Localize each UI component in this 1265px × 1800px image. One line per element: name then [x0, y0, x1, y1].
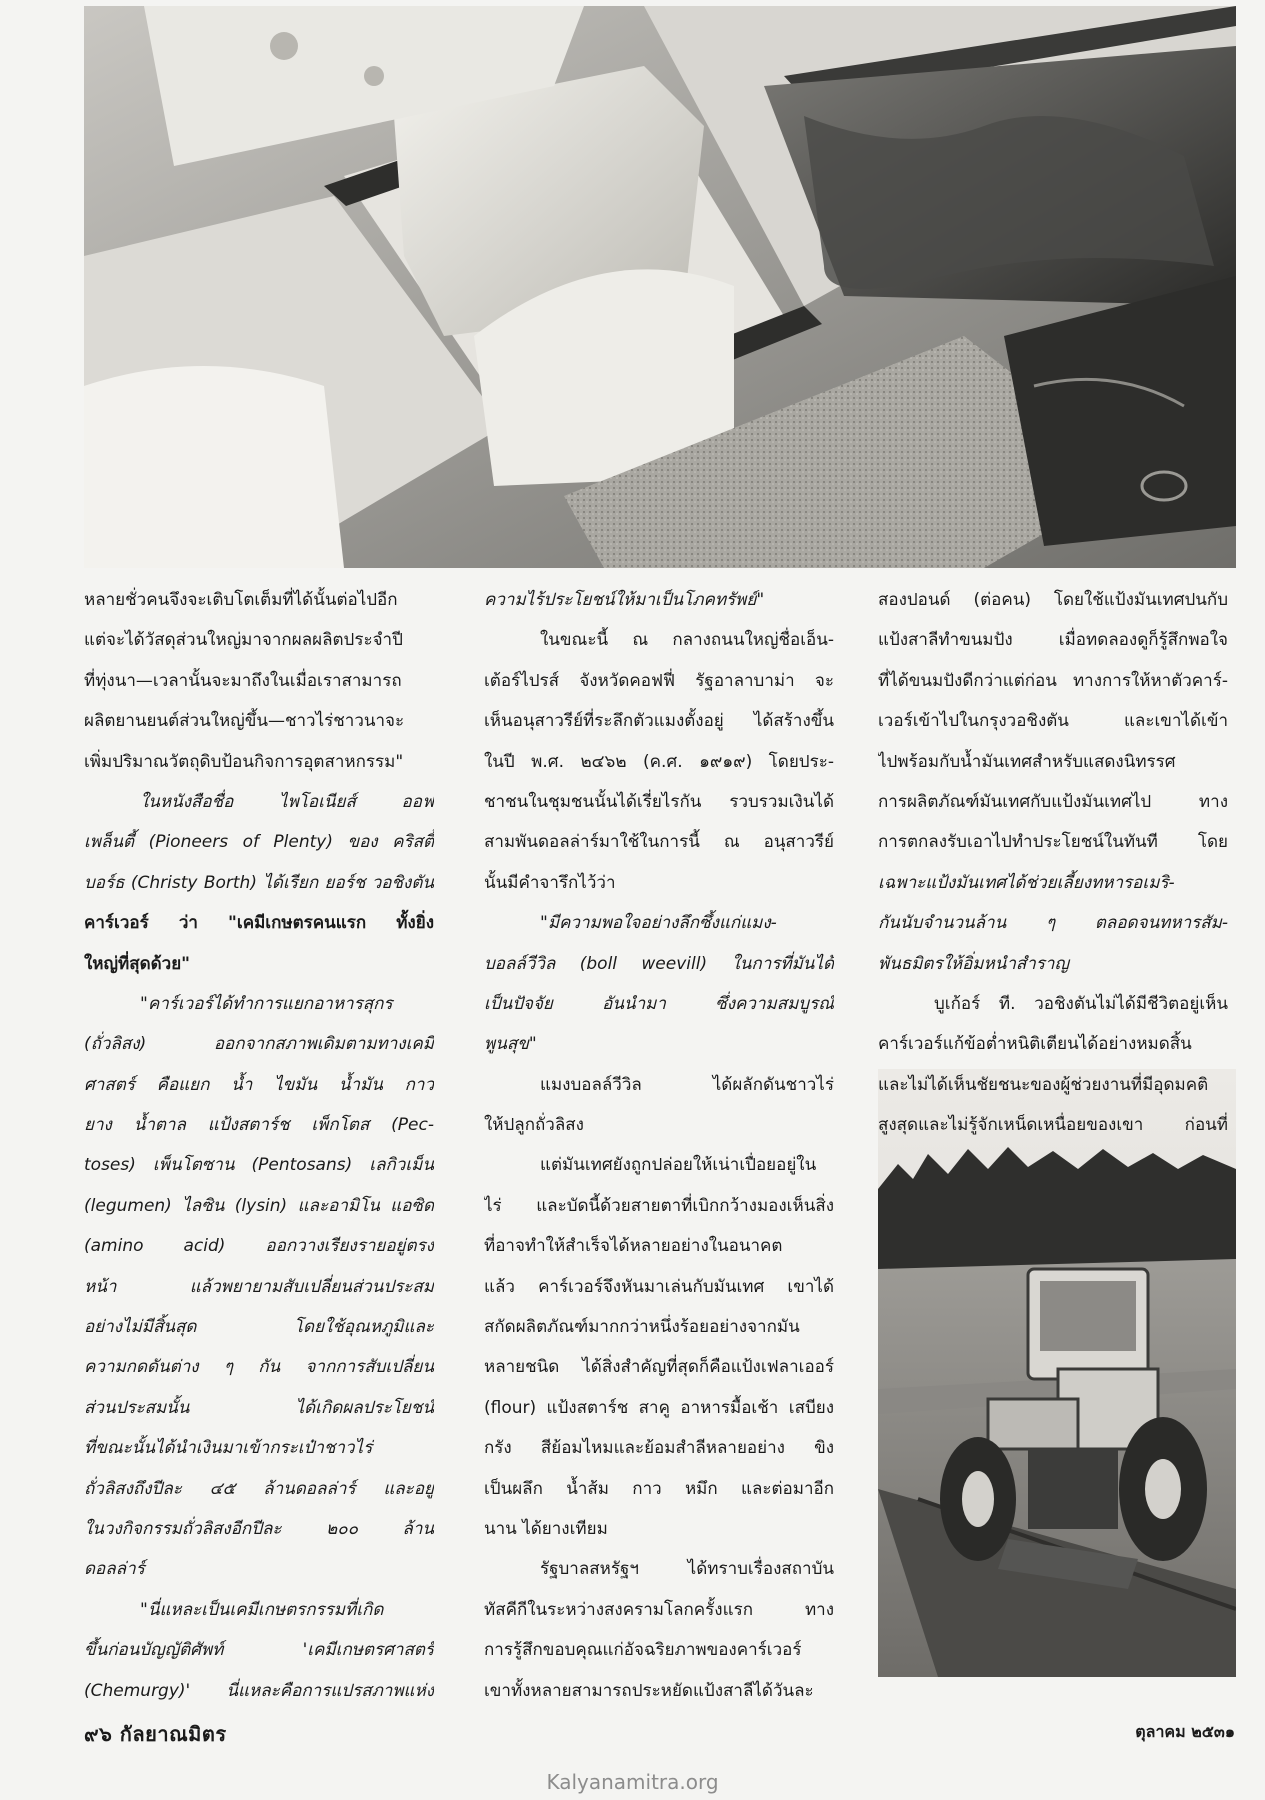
text-column-middle — [484, 580, 834, 1711]
text-line: ดอลล่าร์ — [84, 1559, 145, 1580]
text-line: พูนสุข" — [484, 1034, 537, 1055]
page-number-and-magazine-title: ๙๖ กัลยาณมิตร — [84, 1722, 227, 1746]
text-line: ความไร้ประโยชน์ให้มาเป็นโภคทรัพย์" — [484, 590, 765, 610]
text-line: ที่ได้ขนมปังดีกว่าแต่ก่อน ทางการให้หาตัวคาร์- — [878, 670, 1228, 691]
text-line: ในวงกิจกรรมถั่วลิสงอีกปีละ ๒๐๐ ล้าน — [84, 1518, 434, 1539]
tractor-photo — [878, 1069, 1236, 1677]
text-line: "คาร์เวอร์ได้ทำการแยกอาหารสุกร — [140, 993, 393, 1014]
text-line: เวอร์เข้าไปในกรุงวอชิงตัน และเขาได้เข้า — [878, 711, 1228, 732]
text-line: และไม่ได้เห็นชัยชนะของผู้ช่วยงานที่มีอุดมคติ — [878, 1074, 1209, 1095]
text-line: แล้ว คาร์เวอร์จึงหันมาเล่นกับมันเทศ เขาได้ — [484, 1276, 834, 1297]
text-line: สกัดผลิตภัณฑ์มากกว่าหนึ่งร้อยอย่างจากมัน — [484, 1317, 800, 1338]
text-line: คาร์เวอร์ ว่า "เคมีเกษตรคนแรก ทั้งยิ่ง — [84, 913, 434, 934]
text-line: การรู้สึกขอบคุณแก่อัจฉริยภาพของคาร์เวอร์ — [484, 1640, 802, 1661]
text-line: ในขณะนี้ ณ กลางถนนใหญ่ชื่อเอ็น- — [540, 630, 834, 651]
text-line: หลายชั่วคนจึงจะเติบโตเต็มที่ได้นั้นต่อไปอีก — [84, 590, 398, 610]
text-line: เต้อร์ไปรส์ จังหวัดคอฟฟี่ รัฐอาลาบาม่า จะ — [484, 670, 834, 691]
text-line: (legumen) ไลซิน (lysin) และอามิโน แอซิด — [84, 1195, 434, 1216]
text-line: ยาง น้ำตาล แป้งสตาร์ช เพ็กโตส (Pec- — [84, 1115, 434, 1136]
top-photo — [84, 6, 1236, 568]
text-line: "นี่แหละเป็นเคมีเกษตรกรรมที่เกิด — [140, 1599, 384, 1620]
text-line: เพล็นตี้ (Pioneers of Plenty) ของ คริสตี้ — [84, 832, 434, 853]
watermark: Kalyanamitra.org — [546, 1770, 719, 1794]
text-line: กรัง สีย้อมไหมและย้อมสำลีหลายอย่าง ขิง — [484, 1438, 834, 1459]
text-line: ศาสตร์ คือแยก น้ำ ไขมัน น้ำมัน กาว — [84, 1074, 434, 1095]
text-line: "มีความพอใจอย่างลึกซึ้งแก่แมง- — [540, 913, 777, 934]
text-line: แมงบอลล์วีวิล ได้ผลักดันชาวไร่ — [540, 1074, 834, 1095]
text-line: หลายชนิด ได้สิ่งสำคัญที่สุดก็คือแป้งเฟลาเออร์ — [484, 1357, 834, 1378]
text-line: นั้นมีคำจารึกไว้ว่า — [484, 872, 616, 893]
text-line: แต่จะได้วัสดุส่วนใหญ่มาจากผลผลิตประจำปี — [84, 630, 403, 651]
text-line: ที่ขณะนั้นได้นำเงินมาเข้ากระเป๋าชาวไร่ — [84, 1438, 373, 1459]
cheese-trays-image — [84, 6, 1236, 568]
text-line: เฉพาะแป้งมันเทศได้ช่วยเลี้ยงทหารอเมริ- — [878, 872, 1175, 893]
text-line: (Chemurgy)' นี่แหละคือการแปรสภาพแห่ง — [84, 1680, 434, 1701]
text-line: หน้า แล้วพยายามสับเปลี่ยนส่วนประสม — [84, 1276, 434, 1297]
text-line: ความกดดันต่าง ๆ กัน จากการสับเปลี่ยน — [84, 1357, 434, 1378]
text-line: สามพันดอลล่าร์มาใช้ในการนี้ ณ อนุสาวรีย์ — [484, 832, 834, 853]
text-line: การผลิตภัณฑ์มันเทศกับแป้งมันเทศไป ทาง — [878, 791, 1228, 812]
text-column-left — [84, 580, 434, 1711]
text-line: เขาทั้งหลายสามารถประหยัดแป้งสาลีได้วันละ — [484, 1680, 814, 1701]
text-line: ชาชนในชุมชนนั้นได้เรี่ยไรกัน รวบรวมเงินได้ — [484, 791, 834, 812]
text-column-right — [878, 580, 1228, 1145]
text-line: ผลิตยานยนต์ส่วนใหญ่ขึ้น—ชาวไร่ชาวนาจะ — [84, 711, 405, 732]
issue-date: ตุลาคม ๒๕๓๑ — [1135, 1722, 1235, 1741]
text-line: แป้งสาลีทำขนมปัง เมื่อทดลองดูก็รู้สึกพอใจ — [878, 630, 1228, 651]
text-line: พันธมิตรให้อิ่มหนำสำราญ — [878, 953, 1069, 974]
text-line: บอร์ธ (Christy Borth) ได้เรียก ยอร์ช วอชิงตัน — [84, 872, 434, 893]
text-line: รัฐบาลสหรัฐฯ ได้ทราบเรื่องสถาบัน — [540, 1559, 834, 1580]
text-line: ไปพร้อมกับน้ำมันเทศสำหรับแสดงนิทรรศ — [878, 751, 1176, 772]
text-line: คาร์เวอร์แก้ข้อต่ำหนิติเตียนได้อย่างหมดสิ้น — [878, 1034, 1192, 1055]
text-line: นาน ได้ยางเทียม — [484, 1518, 608, 1539]
text-line: สองปอนด์ (ต่อคน) โดยใช้แป้งมันเทศปนกับ — [878, 590, 1228, 610]
text-line: เป็นปัจจัย อันนำมา ซึ่งความสมบูรณ์ — [484, 993, 834, 1014]
text-line: toses) เพ็นโตซาน (Pentosans) เลกิวเม็น — [84, 1155, 434, 1176]
text-line: บอลล์วีวิล (boll weevill) ในการที่มันได้ — [484, 953, 834, 974]
text-line: เพิ่มปริมาณวัตถุดิบป้อนกิจการอุตสาหกรรม" — [84, 751, 404, 772]
text-line: ที่ทุ่งนา—เวลานั้นจะมาถึงในเมื่อเราสามารถ — [84, 670, 402, 691]
text-line: แต่มันเทศยังถูกปล่อยให้เน่าเปื่อยอยู่ใน — [540, 1155, 817, 1176]
text-line: ในหนังสือชื่อ ไพโอเนียส์ ออฟ — [140, 791, 434, 812]
text-line: กันนับจำนวนล้าน ๆ ตลอดจนทหารสัม- — [878, 913, 1228, 934]
text-line: เห็นอนุสาวรีย์ที่ระลึกตัวแมงตั้งอยู่ ได้สร้างขึ้น — [484, 711, 834, 732]
text-line: (flour) แป้งสตาร์ช สาคู อาหารมื้อเช้า เสบียง — [484, 1397, 834, 1418]
text-line: ไร่ และบัดนี้ด้วยสายตาที่เบิกกว้างมองเห็นสิ่ง — [484, 1195, 834, 1216]
text-line: ขึ้นก่อนบัญญัติศัพท์ 'เคมีเกษตรศาสตร์ — [84, 1640, 434, 1661]
text-line: ให้ปลูกถั่วลิสง — [484, 1115, 584, 1136]
text-line: (amino acid) ออกวางเรียงรายอยู่ตรง — [84, 1236, 434, 1257]
text-line: บูเก้อร์ ที. วอชิงตันไม่ได้มีชีวิตอยู่เห็น — [934, 993, 1228, 1014]
text-line: อย่างไม่มีสิ้นสุด โดยใช้อุณหภูมิและ — [84, 1317, 434, 1338]
text-line: ถั่วลิสงถึงปีละ ๔๕ ล้านดอลล่าร์ และอยู่ — [84, 1478, 434, 1499]
text-line: ที่อาจทำให้สำเร็จได้หลายอย่างในอนาคต — [484, 1236, 783, 1257]
text-line: ในปี พ.ศ. ๒๔๖๒ (ค.ศ. ๑๙๑๙) โดยประ- — [484, 751, 834, 772]
text-line: ทัสคีกีในระหว่างสงครามโลกครั้งแรก ทาง — [484, 1599, 834, 1620]
text-line: (ถั่วลิสง) ออกจากสภาพเดิมตามทางเคมี — [84, 1034, 434, 1055]
text-line: เป็นผลึก น้ำส้ม กาว หมึก และต่อมาอีก — [484, 1478, 834, 1499]
text-line: การตกลงรับเอาไปทำประโยชน์ในทันที โดย — [878, 832, 1228, 853]
tractor-in-field-image — [878, 1069, 1236, 1677]
text-line: ส่วนประสมนั้น ได้เกิดผลประโยชน์ — [84, 1397, 434, 1418]
text-line: สูงสุดและไม่รู้จักเหน็ดเหนื่อยของเขา ก่อนที่ — [878, 1115, 1228, 1136]
text-line: ใหญ่ที่สุดด้วย" — [84, 953, 191, 974]
